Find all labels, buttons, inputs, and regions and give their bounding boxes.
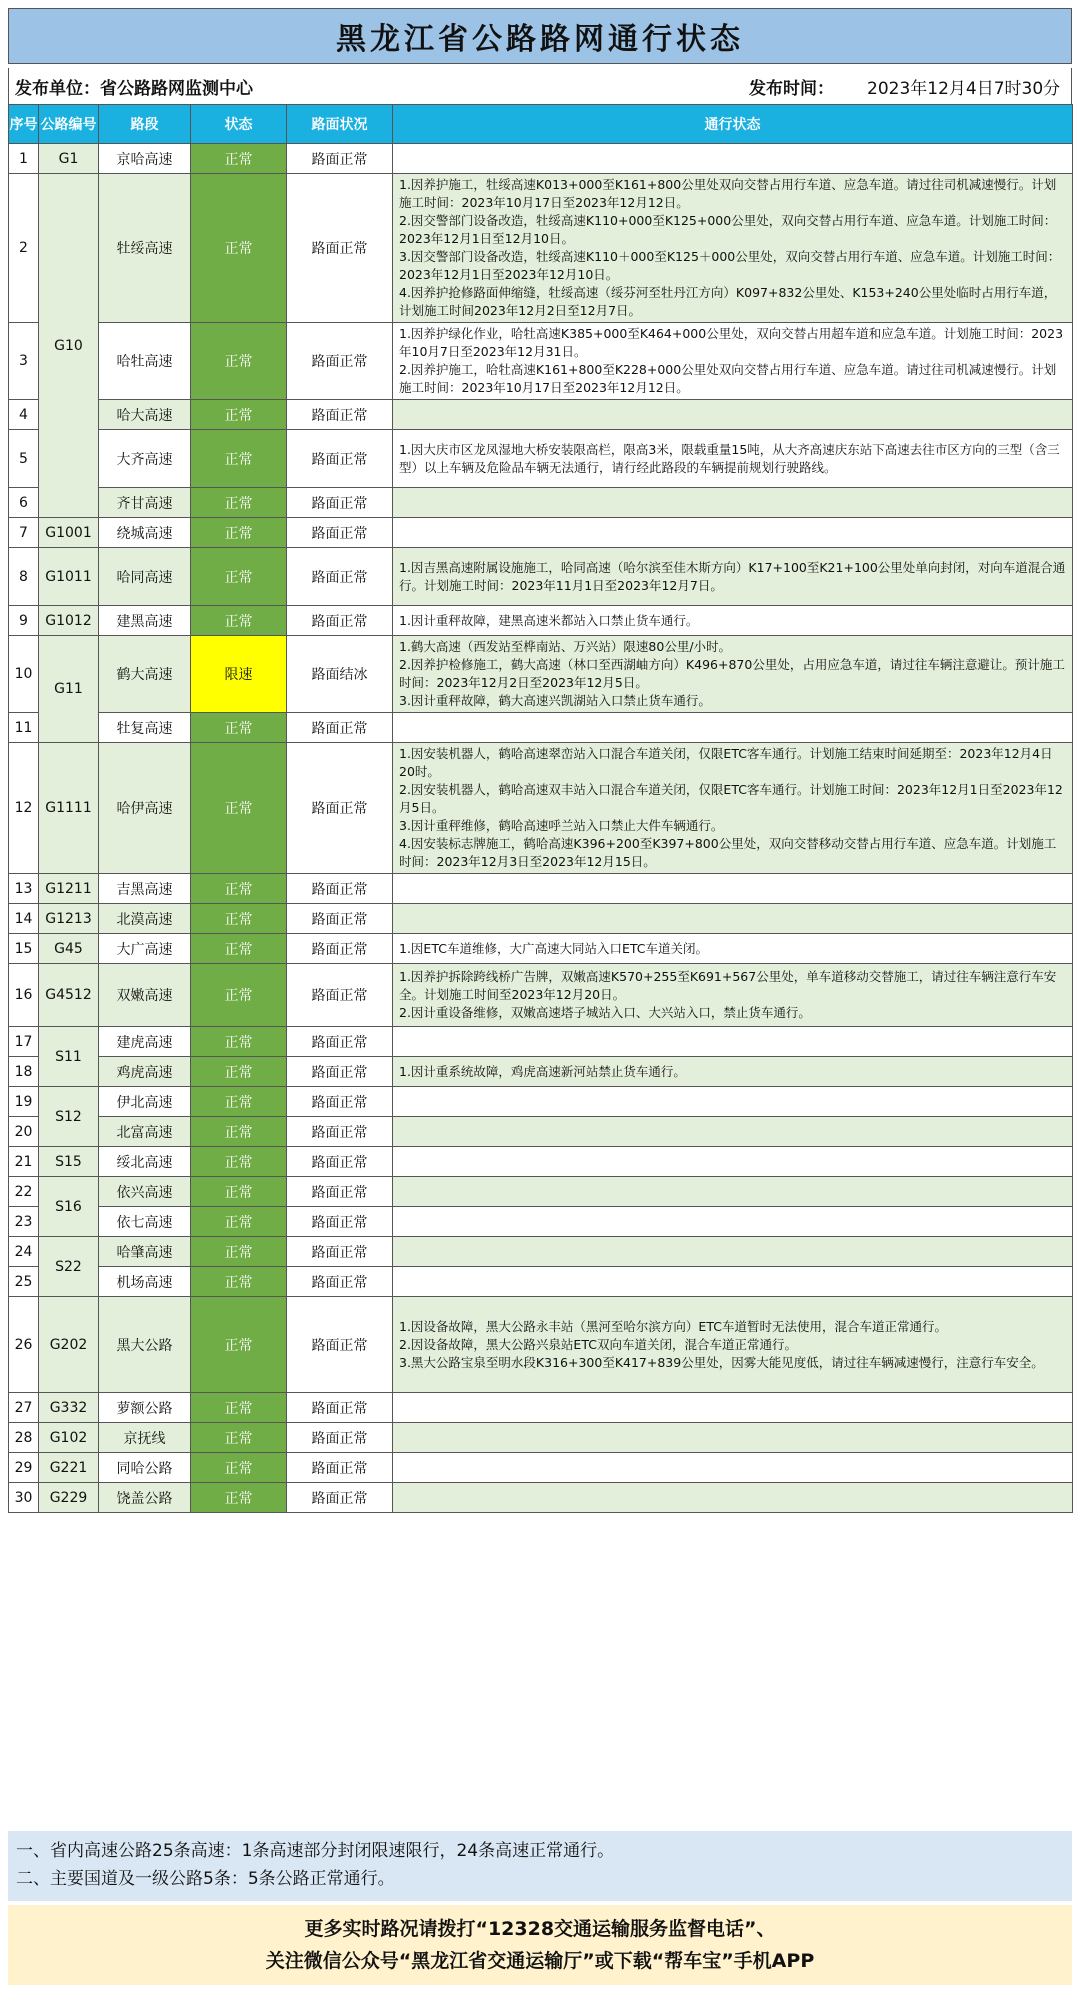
- status-cell: 正常: [191, 518, 287, 548]
- page-title: 黑龙江省公路路网通行状态: [8, 8, 1072, 64]
- traffic-note: 2.因安装机器人，鹤哈高速双丰站入口混合车道关闭，仅限ETC客车通行。计划施工时间：2023年12月1日至2023年12月5日。: [399, 782, 1063, 815]
- road-segment: 依七高速: [99, 1207, 191, 1237]
- traffic-notes: [393, 400, 1073, 430]
- table-row: [9, 1117, 1073, 1147]
- road-segment: 伊北高速: [99, 1087, 191, 1117]
- status-cell: 正常: [191, 1027, 287, 1057]
- road-code: G1001: [39, 518, 99, 548]
- traffic-notes: [393, 518, 1073, 548]
- status-cell: 正常: [191, 874, 287, 904]
- surface-condition: 路面正常: [287, 1027, 393, 1057]
- traffic-notes: [393, 1087, 1073, 1117]
- row-index: 2: [9, 174, 39, 323]
- traffic-note: 4.因安装标志牌施工，鹤哈高速K396+200至K397+800公里处，双向交替移动交替占用行车道、应急车道。计划施工时间：2023年12月3日至2023年12月15日。: [399, 836, 1057, 869]
- surface-condition: 路面正常: [287, 1297, 393, 1393]
- road-segment: 牡绥高速: [99, 174, 191, 323]
- traffic-notes: [393, 1483, 1073, 1513]
- footer-line: 关注微信公众号“黑龙江省交通运输厅”或下载“帮车宝”手机APP: [265, 1950, 815, 1972]
- road-code: G1012: [39, 606, 99, 636]
- traffic-notes: [393, 606, 1073, 636]
- table-row: [9, 548, 1073, 606]
- table-row: [9, 934, 1073, 964]
- table-row: [9, 743, 1073, 874]
- surface-condition: 路面正常: [287, 144, 393, 174]
- road-code: G202: [39, 1297, 99, 1393]
- publish-time-value: 2023年12月4日7时30分: [867, 78, 1061, 99]
- summary: [8, 1831, 1072, 1901]
- surface-condition: 路面正常: [287, 488, 393, 518]
- row-index: 17: [9, 1027, 39, 1057]
- table-row: [9, 1483, 1073, 1513]
- road-segment: 京抚线: [99, 1423, 191, 1453]
- table-row: [9, 874, 1073, 904]
- traffic-notes: [393, 144, 1073, 174]
- surface-condition: 路面正常: [287, 518, 393, 548]
- table-row: [9, 1177, 1073, 1207]
- row-index: 20: [9, 1117, 39, 1147]
- status-cell: 正常: [191, 1483, 287, 1513]
- road-segment: 哈肇高速: [99, 1237, 191, 1267]
- surface-condition: 路面正常: [287, 713, 393, 743]
- header-traffic: 通行状态: [393, 105, 1073, 144]
- table-row: [9, 1393, 1073, 1423]
- status-cell: 正常: [191, 713, 287, 743]
- status-cell: 正常: [191, 1267, 287, 1297]
- surface-condition: 路面正常: [287, 1177, 393, 1207]
- road-code: S22: [39, 1237, 99, 1297]
- table-row: [9, 1147, 1073, 1177]
- row-index: 28: [9, 1423, 39, 1453]
- road-segment: 建虎高速: [99, 1027, 191, 1057]
- status-cell: 正常: [191, 964, 287, 1027]
- traffic-note: 3.黑大公路宝泉至明水段K316+300至K417+839公里处，因雾大能见度低，请过往车辆减速慢行，注意行车安全。: [399, 1354, 1044, 1370]
- status-cell: 正常: [191, 323, 287, 400]
- status-cell: 正常: [191, 934, 287, 964]
- traffic-notes: [393, 323, 1073, 400]
- table-row: [9, 1237, 1073, 1267]
- surface-condition: 路面正常: [287, 430, 393, 488]
- traffic-notes: [393, 1267, 1073, 1297]
- surface-condition: 路面正常: [287, 1423, 393, 1453]
- road-code: G229: [39, 1483, 99, 1513]
- status-cell: 正常: [191, 1207, 287, 1237]
- table-row: [9, 1027, 1073, 1057]
- row-index: 21: [9, 1147, 39, 1177]
- status-cell: 正常: [191, 1423, 287, 1453]
- traffic-notes: [393, 1393, 1073, 1423]
- road-segment: 绕城高速: [99, 518, 191, 548]
- traffic-note: 1.因大庆市区龙凤湿地大桥安装限高栏，限高3米，限载重量15吨，从大齐高速庆东站下高速去往市区方向的三型（含三型）以上车辆及危险品车辆无法通行，请行经此路段的车辆提前规划行驶路线。: [399, 441, 1060, 475]
- table-row: [9, 606, 1073, 636]
- surface-condition: 路面正常: [287, 1237, 393, 1267]
- status-cell: 正常: [191, 606, 287, 636]
- traffic-note: 2.因养护检修施工，鹤大高速（林口至西湖岫方向）K496+870公里处，占用应急车道，请过往车辆注意避让。预计施工时间：2023年12月2日至2023年12月5日。: [399, 657, 1065, 690]
- table-row: [9, 430, 1073, 488]
- surface-condition: 路面正常: [287, 174, 393, 323]
- row-index: 15: [9, 934, 39, 964]
- status-cell: 正常: [191, 1117, 287, 1147]
- row-index: 30: [9, 1483, 39, 1513]
- row-index: 13: [9, 874, 39, 904]
- road-segment: 哈伊高速: [99, 743, 191, 874]
- surface-condition: 路面正常: [287, 1483, 393, 1513]
- surface-condition: 路面正常: [287, 904, 393, 934]
- road-code: S16: [39, 1177, 99, 1237]
- road-segment: 黑大公路: [99, 1297, 191, 1393]
- road-segment: 齐甘高速: [99, 488, 191, 518]
- table-row: [9, 1453, 1073, 1483]
- traffic-notes: [393, 174, 1073, 323]
- road-segment: 同哈公路: [99, 1453, 191, 1483]
- road-code: G221: [39, 1453, 99, 1483]
- table-row: [9, 488, 1073, 518]
- footer-notice: [8, 1905, 1072, 1985]
- surface-condition: 路面正常: [287, 400, 393, 430]
- surface-condition: 路面正常: [287, 1207, 393, 1237]
- row-index: 8: [9, 548, 39, 606]
- surface-condition: 路面正常: [287, 1117, 393, 1147]
- table-row: [9, 713, 1073, 743]
- traffic-notes: [393, 1117, 1073, 1147]
- road-code: G4512: [39, 964, 99, 1027]
- status-cell: 正常: [191, 1297, 287, 1393]
- status-cell: 正常: [191, 1057, 287, 1087]
- road-segment: 萝额公路: [99, 1393, 191, 1423]
- table-row: [9, 904, 1073, 934]
- road-code: S11: [39, 1027, 99, 1087]
- row-index: 11: [9, 713, 39, 743]
- road-segment: 哈同高速: [99, 548, 191, 606]
- header-segment: 路段: [99, 105, 191, 144]
- traffic-note: 3.因计重秤故障，鹤大高速兴凯湖站入口禁止货车通行。: [399, 693, 711, 708]
- traffic-notes: [393, 1057, 1073, 1087]
- row-index: 29: [9, 1453, 39, 1483]
- header-road-code: 公路编号: [39, 105, 99, 144]
- road-segment: 哈牡高速: [99, 323, 191, 400]
- row-index: 19: [9, 1087, 39, 1117]
- traffic-notes: [393, 430, 1073, 488]
- row-index: 25: [9, 1267, 39, 1297]
- footer-line: 更多实时路况请拨打“12328交通运输服务监督电话”、: [304, 1918, 776, 1940]
- traffic-note: 2.因设备故障，黑大公路兴泉站ETC双向车道关闭，混合车道正常通行。: [399, 1336, 797, 1352]
- table-row: [9, 636, 1073, 713]
- status-cell: 正常: [191, 548, 287, 606]
- surface-condition: 路面正常: [287, 874, 393, 904]
- road-code: G1011: [39, 548, 99, 606]
- row-index: 18: [9, 1057, 39, 1087]
- table-row: [9, 1207, 1073, 1237]
- surface-condition: 路面正常: [287, 1087, 393, 1117]
- road-code: G1213: [39, 904, 99, 934]
- road-code: G1211: [39, 874, 99, 904]
- header-index: 序号: [9, 105, 39, 144]
- traffic-notes: [393, 934, 1073, 964]
- surface-condition: 路面正常: [287, 1393, 393, 1423]
- surface-condition: 路面正常: [287, 1267, 393, 1297]
- road-segment: 哈大高速: [99, 400, 191, 430]
- surface-condition: 路面正常: [287, 1057, 393, 1087]
- status-cell: 正常: [191, 430, 287, 488]
- row-index: 16: [9, 964, 39, 1027]
- table-row: [9, 323, 1073, 400]
- status-cell: 正常: [191, 1237, 287, 1267]
- table-row: [9, 964, 1073, 1027]
- table-row: [9, 1087, 1073, 1117]
- traffic-notes: [393, 1147, 1073, 1177]
- row-index: 3: [9, 323, 39, 400]
- road-segment: 绥北高速: [99, 1147, 191, 1177]
- status-cell: 正常: [191, 488, 287, 518]
- publish-info: [8, 68, 1072, 104]
- status-cell: 正常: [191, 1393, 287, 1423]
- traffic-note: 1.因养护拆除跨线桥广告牌，双嫩高速K570+255至K691+567公里处，单车道移动交替施工，请过往车辆注意行车安全。计划施工时间至2023年12月20日。: [399, 969, 1057, 1002]
- publisher-label: 发布单位：省公路路网监测中心: [15, 78, 253, 99]
- status-cell: 正常: [191, 144, 287, 174]
- summary-line: 一、省内高速公路25条高速：1条高速部分封闭限速限行，24条高速正常通行。: [16, 1841, 615, 1861]
- traffic-note: 1.鹤大高速（西发站至桦南站、万兴站）限速80公里/小时。: [399, 639, 732, 654]
- status-cell: 正常: [191, 400, 287, 430]
- surface-condition: 路面正常: [287, 934, 393, 964]
- road-segment: 鸡虎高速: [99, 1057, 191, 1087]
- traffic-note: 1.因设备故障，黑大公路永丰站（黑河至哈尔滨方向）ETC车道暂时无法使用，混合车道正常通行。: [399, 1318, 947, 1334]
- table-row: [9, 144, 1073, 174]
- traffic-notes: [393, 713, 1073, 743]
- road-code: G1111: [39, 743, 99, 874]
- status-cell: 正常: [191, 174, 287, 323]
- surface-condition: 路面正常: [287, 323, 393, 400]
- status-cell: 正常: [191, 1087, 287, 1117]
- surface-condition: 路面正常: [287, 964, 393, 1027]
- surface-condition: 路面正常: [287, 1453, 393, 1483]
- table-row: [9, 400, 1073, 430]
- traffic-note: 3.因计重秤维修，鹤哈高速呼兰站入口禁止大件车辆通行。: [399, 818, 724, 833]
- road-code: G332: [39, 1393, 99, 1423]
- road-segment: 大齐高速: [99, 430, 191, 488]
- road-segment: 北富高速: [99, 1117, 191, 1147]
- road-code: G1: [39, 144, 99, 174]
- road-segment: 牡复高速: [99, 713, 191, 743]
- road-segment: 京哈高速: [99, 144, 191, 174]
- road-code: S12: [39, 1087, 99, 1147]
- traffic-notes: [393, 1207, 1073, 1237]
- table-header-row: [9, 105, 1073, 144]
- row-index: 4: [9, 400, 39, 430]
- traffic-note: 2.因交警部门设备改造，牡绥高速K110+000至K125+000公里处，双向交替占用行车道、应急车道。计划施工时间：2023年12月1日至12月10日。: [399, 213, 1057, 246]
- status-cell: 正常: [191, 1147, 287, 1177]
- traffic-note: 2.因养护施工，哈牡高速K161+800至K228+000公里处双向交替占用行车道、应急车道。请过往司机减速慢行。计划施工时间：2023年10月17日至2023年12月12日。: [399, 362, 1057, 395]
- surface-condition: 路面正常: [287, 606, 393, 636]
- publish-time-label: 发布时间：: [749, 78, 834, 99]
- table-row: [9, 174, 1073, 323]
- header-surface: 路面状况: [287, 105, 393, 144]
- traffic-note: 2.因计重设备维修，双嫩高速塔子城站入口、大兴站入口，禁止货车通行。: [399, 1005, 811, 1020]
- row-index: 9: [9, 606, 39, 636]
- traffic-note: 3.因交警部门设备改造，牡绥高速K110＋000至K125＋000公里处，双向交替占用行车道、应急车道。计划施工时间：2023年12月1日至2023年12月10日。: [399, 249, 1061, 282]
- road-code: G102: [39, 1423, 99, 1453]
- road-segment: 机场高速: [99, 1267, 191, 1297]
- road-segment: 双嫩高速: [99, 964, 191, 1027]
- row-index: 1: [9, 144, 39, 174]
- traffic-notes: [393, 904, 1073, 934]
- road-status-table: [8, 104, 1073, 1513]
- row-index: 24: [9, 1237, 39, 1267]
- table-row: [9, 1267, 1073, 1297]
- traffic-note: 1.因ETC车道维修，大广高速大同站入口ETC车道关闭。: [399, 940, 708, 956]
- surface-condition: 路面正常: [287, 743, 393, 874]
- status-cell: 正常: [191, 1453, 287, 1483]
- traffic-notes: [393, 548, 1073, 606]
- road-code: G11: [39, 636, 99, 743]
- traffic-notes: [393, 1453, 1073, 1483]
- traffic-notes: [393, 488, 1073, 518]
- status-cell: 正常: [191, 1177, 287, 1207]
- status-cell: 正常: [191, 904, 287, 934]
- road-code: G10: [39, 174, 99, 518]
- row-index: 6: [9, 488, 39, 518]
- traffic-note: 1.因吉黑高速附属设施施工，哈同高速（哈尔滨至佳木斯方向）K17+100至K21+100公里处单向封闭，对向车道混合通行。计划施工时间：2023年11月1日至2023年12月7日。: [399, 559, 1066, 593]
- row-index: 14: [9, 904, 39, 934]
- table-row: [9, 1297, 1073, 1393]
- surface-condition: 路面正常: [287, 1147, 393, 1177]
- table-row: [9, 1423, 1073, 1453]
- row-index: 7: [9, 518, 39, 548]
- traffic-notes: [393, 1237, 1073, 1267]
- traffic-notes: [393, 1297, 1073, 1393]
- row-index: 27: [9, 1393, 39, 1423]
- traffic-notes: [393, 1177, 1073, 1207]
- road-code: G45: [39, 934, 99, 964]
- road-segment: 饶盖公路: [99, 1483, 191, 1513]
- traffic-note: 1.因计重系统故障，鸡虎高速新河站禁止货车通行。: [399, 1063, 686, 1079]
- traffic-notes: [393, 636, 1073, 713]
- traffic-notes: [393, 743, 1073, 874]
- traffic-note: 1.因养护施工，牡绥高速K013+000至K161+800公里处双向交替占用行车道、应急车道。请过往司机减速慢行。计划施工时间：2023年10月17日至2023年12月12日。: [399, 177, 1057, 210]
- traffic-note: 1.因计重秤故障，建黑高速米都站入口禁止货车通行。: [399, 612, 699, 628]
- surface-condition: 路面结冰: [287, 636, 393, 713]
- traffic-note: 4.因养护抢修路面伸缩缝，牡绥高速（绥芬河至牡丹江方向）K097+832公里处、K153+240公里处临时占用行车道，计划施工时间2023年12月2日至12月7日。: [399, 285, 1057, 318]
- road-segment: 大广高速: [99, 934, 191, 964]
- road-segment: 建黑高速: [99, 606, 191, 636]
- row-index: 22: [9, 1177, 39, 1207]
- road-segment: 鹤大高速: [99, 636, 191, 713]
- row-index: 12: [9, 743, 39, 874]
- table-row: [9, 1057, 1073, 1087]
- road-code: S15: [39, 1147, 99, 1177]
- header-status: 状态: [191, 105, 287, 144]
- status-cell: 正常: [191, 743, 287, 874]
- traffic-note: 1.因养护绿化作业，哈牡高速K385+000至K464+000公里处，双向交替占用超车道和应急车道。计划施工时间：2023年10月7日至2023年12月31日。: [399, 326, 1064, 359]
- row-index: 5: [9, 430, 39, 488]
- road-segment: 北漠高速: [99, 904, 191, 934]
- road-segment: 依兴高速: [99, 1177, 191, 1207]
- surface-condition: 路面正常: [287, 548, 393, 606]
- traffic-notes: [393, 874, 1073, 904]
- row-index: 23: [9, 1207, 39, 1237]
- table-row: [9, 518, 1073, 548]
- traffic-note: 1.因安装机器人，鹤哈高速翠峦站入口混合车道关闭，仅限ETC客车通行。计划施工结束时间延期至：2023年12月4日20时。: [399, 746, 1053, 779]
- road-segment: 吉黑高速: [99, 874, 191, 904]
- row-index: 26: [9, 1297, 39, 1393]
- status-cell: 限速: [191, 636, 287, 713]
- traffic-notes: [393, 1423, 1073, 1453]
- traffic-notes: [393, 1027, 1073, 1057]
- row-index: 10: [9, 636, 39, 713]
- traffic-notes: [393, 964, 1073, 1027]
- summary-line: 二、主要国道及一级公路5条：5条公路正常通行。: [16, 1869, 395, 1889]
